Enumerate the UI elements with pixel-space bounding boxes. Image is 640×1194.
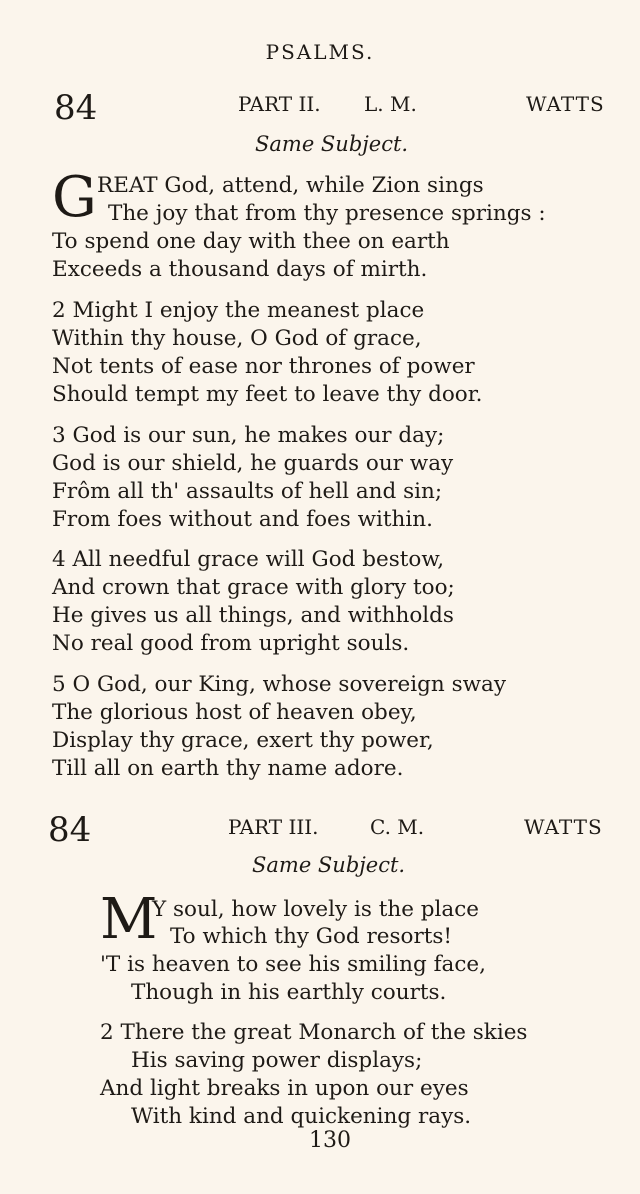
verse-line: To spend one day with thee on earth: [52, 229, 450, 254]
verse-line: 2 There the great Monarch of the skies: [100, 1020, 528, 1045]
hymn-number: 84: [54, 88, 98, 128]
hymn-meter: L. M.: [364, 92, 417, 116]
verse-line: The joy that from thy presence springs :: [108, 201, 546, 226]
hymn-part: PART III.: [228, 815, 319, 839]
verse-line: To which thy God resorts!: [170, 924, 453, 949]
verse-line: Till all on earth thy name adore.: [52, 756, 404, 781]
verse-line: 3 God is our sun, he makes our day;: [52, 423, 445, 448]
verse-line: Should tempt my feet to leave thy door.: [52, 382, 483, 407]
verse-line: With kind and quickening rays.: [131, 1104, 472, 1129]
verse-line: 2 Might I enjoy the meanest place: [52, 298, 425, 323]
verse-line: Though in his earthly courts.: [131, 980, 447, 1005]
hymn-author: WATTS: [524, 815, 603, 839]
verse-line: From foes without and foes within.: [52, 507, 433, 532]
verse-line: Exceeds a thousand days of mirth.: [52, 257, 428, 282]
running-head: PSALMS.: [265, 40, 375, 64]
verse-line: Display thy grace, exert thy power,: [52, 728, 434, 753]
verse-line: His saving power displays;: [131, 1048, 423, 1073]
verse-line: He gives us all things, and withholds: [52, 603, 454, 628]
verse-line: And light breaks in upon our eyes: [100, 1076, 469, 1101]
hymn-part: PART II.: [238, 92, 321, 116]
verse-line: Not tents of ease nor thrones of power: [52, 354, 475, 379]
hymn-subject: Same Subject.: [252, 853, 406, 877]
verse-line: Y soul, how lovely is the place: [152, 897, 479, 922]
verse-line: REAT God, attend, while Zion sings: [97, 173, 484, 198]
verse-line: The glorious host of heaven obey,: [52, 700, 417, 725]
verse-line: 'T is heaven to see his smiling face,: [100, 952, 486, 977]
verse-line: God is our shield, he guards our way: [52, 451, 454, 476]
page-number: 130: [309, 1128, 351, 1153]
drop-cap: M: [100, 887, 158, 952]
verse-line: And crown that grace with glory too;: [52, 575, 455, 600]
verse-line: No real good from upright souls.: [52, 631, 410, 656]
hymn-meter: C. M.: [370, 815, 425, 839]
verse-line: 5 O God, our King, whose sovereign sway: [52, 672, 506, 697]
verse-line: 4 All needful grace will God bestow,: [52, 547, 445, 572]
hymn-author: WATTS: [526, 92, 605, 116]
verse-line: Frôm all th' assaults of hell and sin;: [52, 479, 443, 504]
hymn-number: 84: [48, 810, 92, 850]
drop-cap: G: [52, 165, 97, 230]
hymn-subject: Same Subject.: [255, 132, 409, 156]
verse-line: Within thy house, O God of grace,: [52, 326, 422, 351]
